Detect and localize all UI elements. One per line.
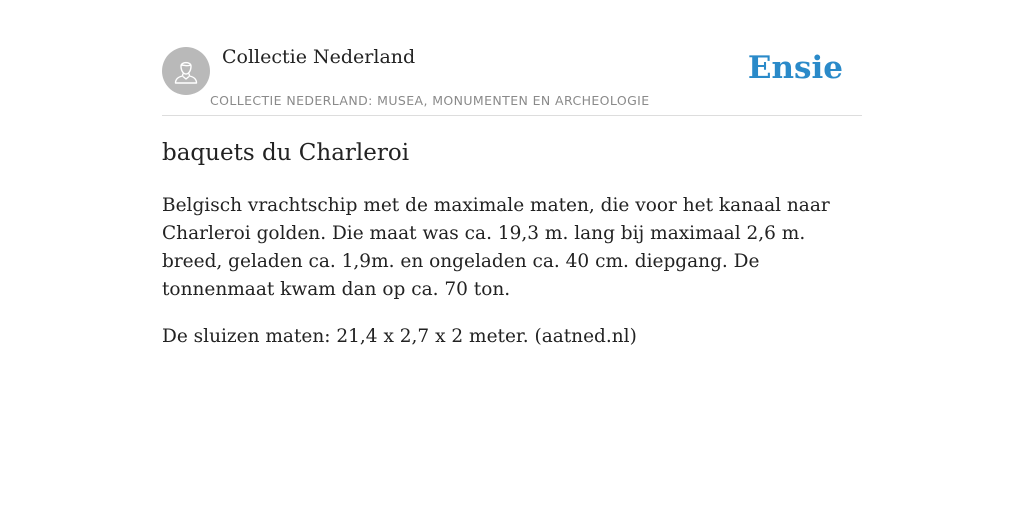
author-name-link[interactable]: Collectie Nederland	[222, 46, 416, 68]
user-icon	[171, 56, 201, 86]
article-title: baquets du Charleroi	[162, 140, 410, 166]
article-paragraph: Belgisch vrachtschip met de maximale maten, die voor het kanaal naar Charleroi golden. Die maat was ca. 19,3 m. lang bij maximaal 2,6 m. breed, geladen ca. 1,9m. en ongeladen ca. 40 cm. diepgang. De tonnenmaat kwam dan op ca. 70 ton.	[162, 195, 830, 300]
article-header	[162, 40, 862, 116]
author-subtitle-link[interactable]: COLLECTIE NEDERLAND: MUSEA, MONUMENTEN EN ARCHEOLOGIE	[210, 93, 650, 108]
author-avatar[interactable]	[162, 47, 210, 95]
ensie-logo-link[interactable]: Ensie	[747, 50, 843, 86]
article-body	[162, 192, 862, 370]
article-paragraph: De sluizen maten: 21,4 x 2,7 x 2 meter. (aatned.nl)	[162, 326, 637, 347]
page-container	[162, 40, 862, 347]
